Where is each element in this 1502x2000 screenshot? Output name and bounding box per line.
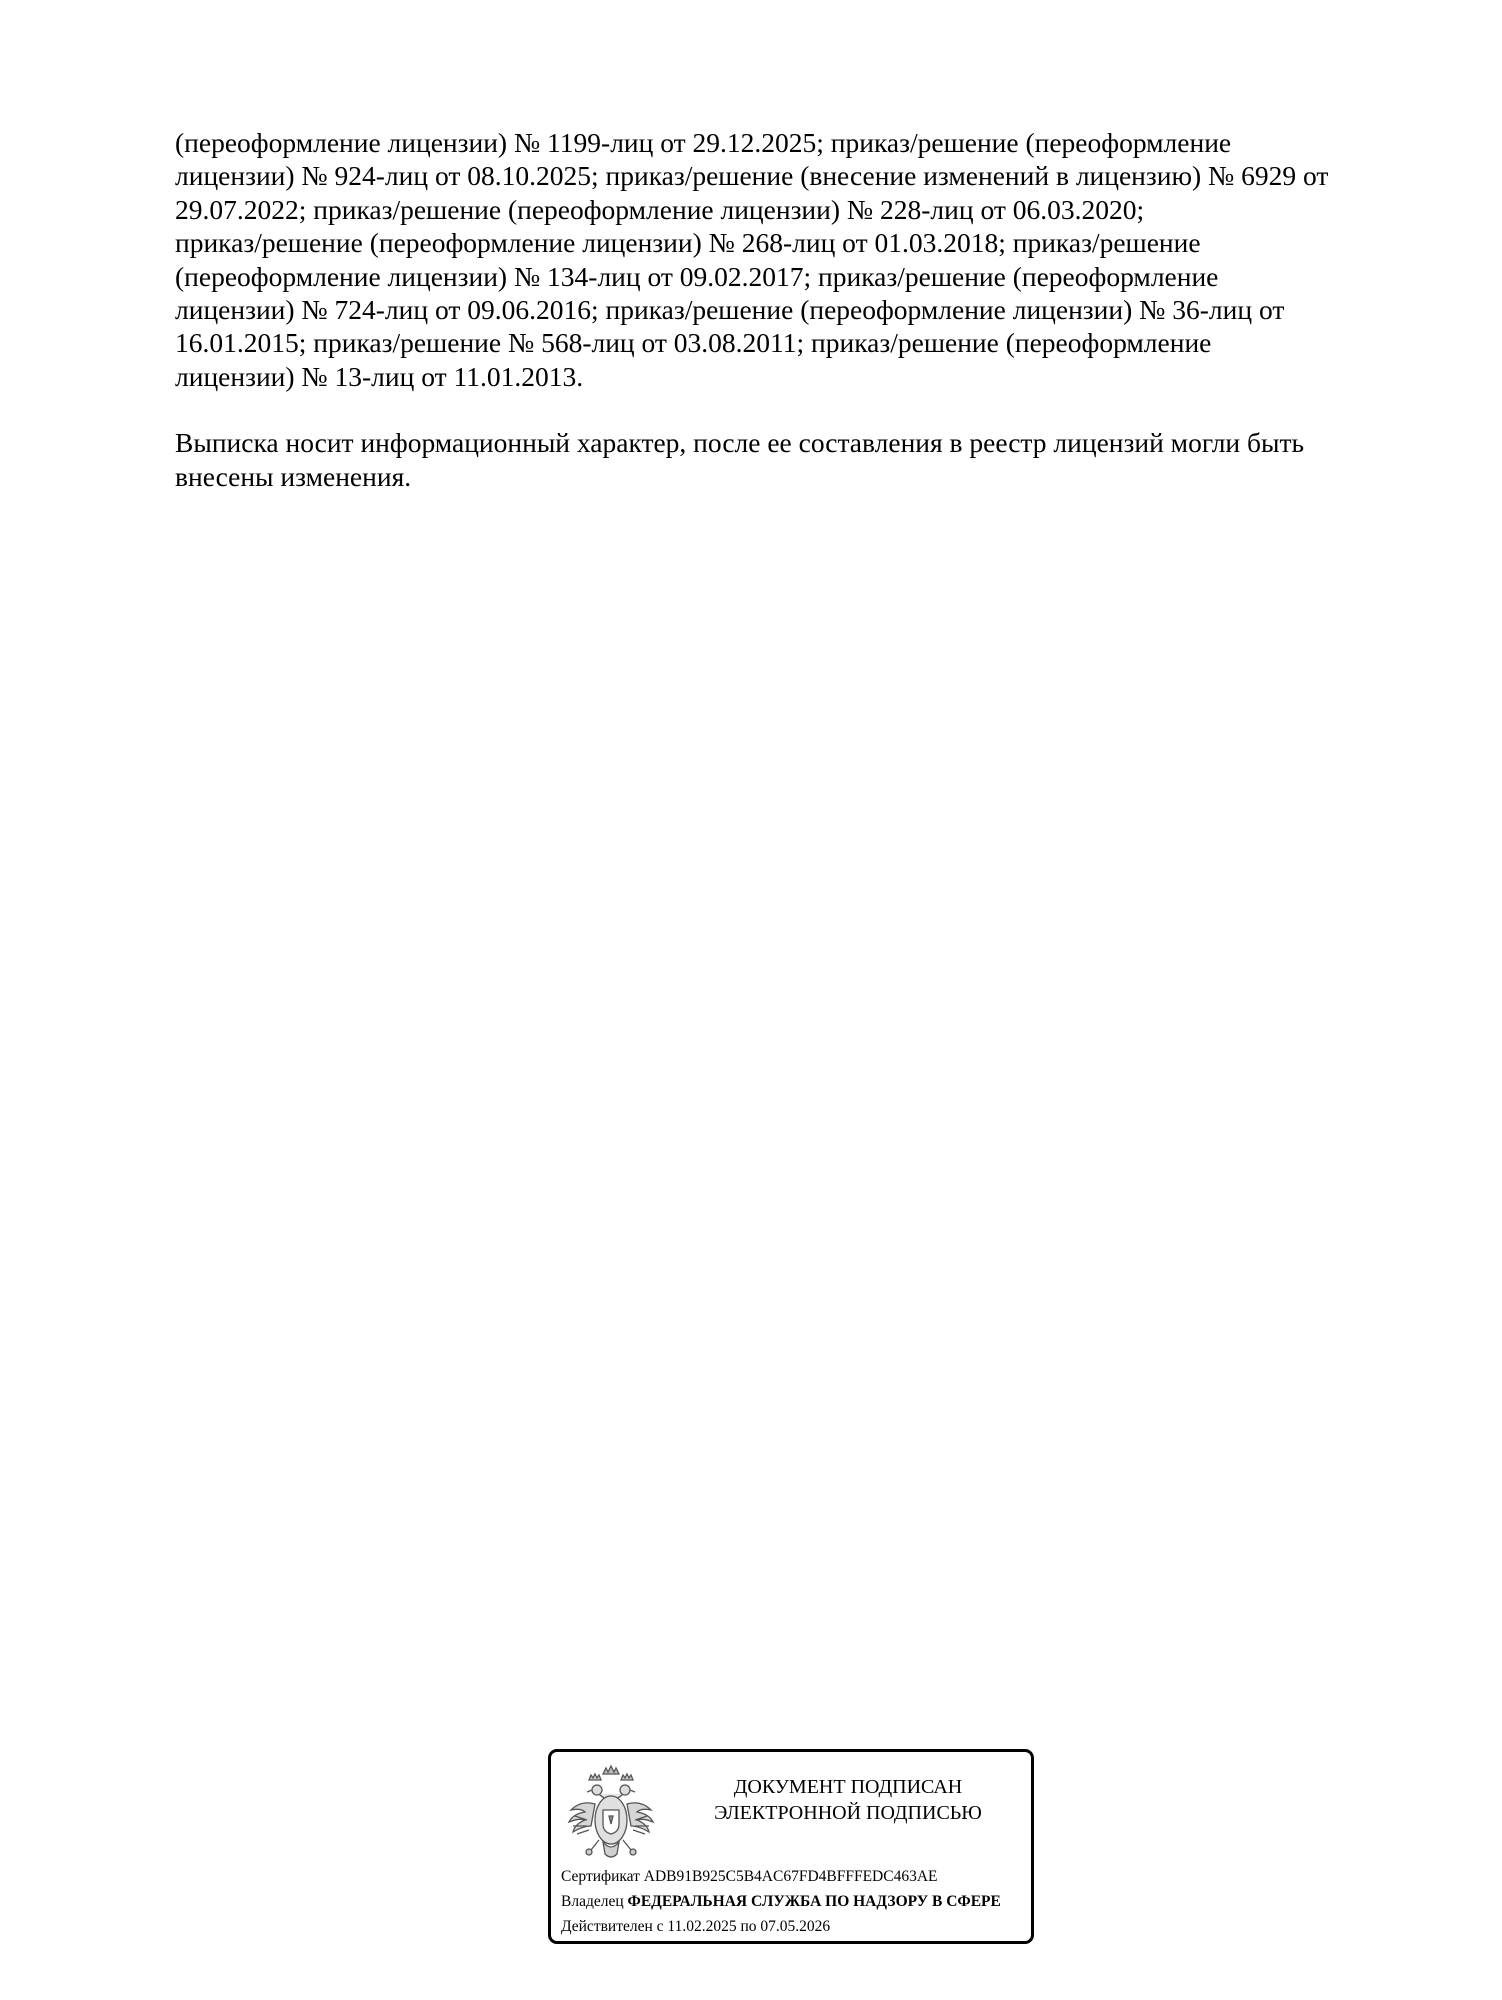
paragraph-line: приказ/решение (переоформление лицензии) № 268-лиц от 01.03.2018; приказ/решение	[175, 227, 1201, 259]
disclaimer-paragraph	[175, 426, 1425, 493]
license-orders-paragraph	[175, 126, 1425, 393]
owner-label: Владелец	[561, 1893, 624, 1910]
validity-row: Действителен с 11.02.2025 по 07.05.2026	[561, 1918, 831, 1935]
stamp-details	[561, 1864, 1001, 1939]
stamp-title-line: ЭЛЕКТРОННОЙ ПОДПИСЬЮ	[714, 1802, 982, 1824]
paragraph-line: 29.07.2022; приказ/решение (переоформление лицензии) № 228-лиц от 06.03.2020;	[175, 193, 1145, 225]
russian-coat-of-arms-icon	[565, 1764, 657, 1864]
owner-row	[561, 1889, 1001, 1914]
stamp-title	[663, 1774, 1033, 1826]
document-body	[175, 126, 1425, 493]
certificate-row	[561, 1864, 1001, 1889]
paragraph-line: (переоформление лицензии) № 134-лиц от 09.02.2017; приказ/решение (переоформление	[175, 260, 1219, 292]
paragraph-line: (переоформление лицензии) № 1199-лиц от 29.12.2025; приказ/решение (переоформление	[175, 127, 1232, 158]
certificate-value: ADB91B925C5B4AC67FD4BFFFEDC463AE	[643, 1868, 938, 1885]
electronic-signature-stamp	[548, 1749, 1034, 1944]
paragraph-line: лицензии) № 13-лиц от 11.01.2013.	[175, 360, 584, 392]
owner-value: ФЕДЕРАЛЬНАЯ СЛУЖБА ПО НАДЗОРУ В СФЕРЕ	[627, 1893, 1001, 1910]
paragraph-line: 16.01.2015; приказ/решение № 568-лиц от 03.08.2011; приказ/решение (переоформление	[175, 327, 1212, 359]
stamp-title-line: ДОКУМЕНТ ПОДПИСАН	[733, 1776, 963, 1798]
certificate-label: Сертификат	[561, 1868, 640, 1885]
paragraph-line: лицензии) № 724-лиц от 09.06.2016; приказ/решение (переоформление лицензии) № 36-лиц от	[175, 294, 1285, 326]
paragraph-line: лицензии) № 924-лиц от 08.10.2025; приказ/решение (внесение изменений в лицензию) № 6929 от	[175, 160, 1329, 192]
paragraph-line: Выписка носит информационный характер, после ее составления в реестр лицензий могли быть	[175, 427, 1305, 459]
paragraph-line: внесены изменения.	[175, 460, 412, 492]
